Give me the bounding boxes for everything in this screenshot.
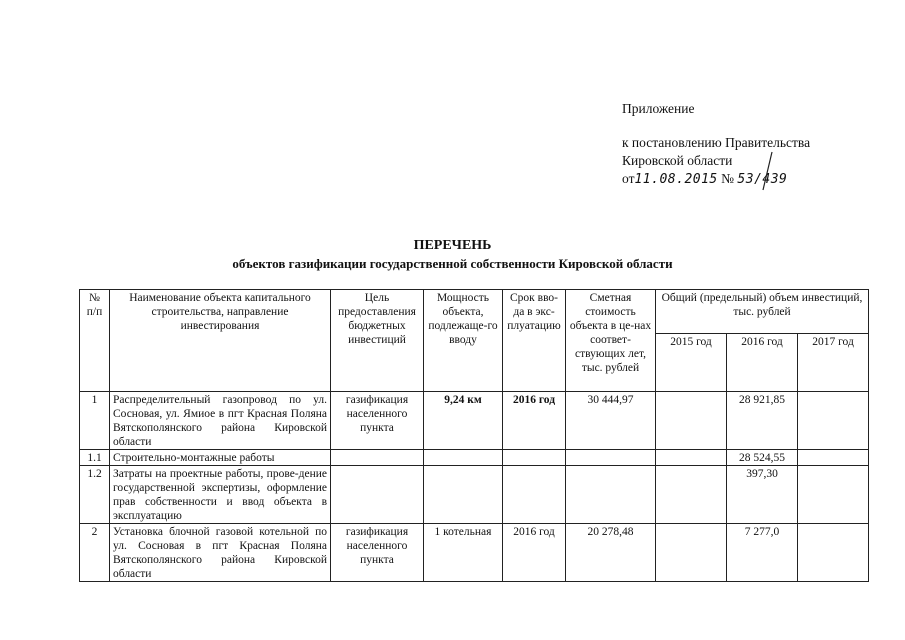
row-name: Установка блочной газовой котельной по ул. Сосновая в пгт Красная Поляна Вятскополянского района Кировской области: [110, 524, 331, 582]
table-row: [80, 450, 869, 466]
row-2017: [798, 450, 869, 466]
row-2015: [656, 450, 727, 466]
handwritten-slash: [760, 150, 774, 192]
investment-table: [79, 289, 869, 582]
header-capacity: Мощность объекта, подлежаще-го вводу: [424, 290, 503, 392]
table-row: [80, 466, 869, 524]
row-goal: газификация населенного пункта: [331, 524, 424, 582]
row-name: Распределительный газопровод по ул. Сосновая, ул. Ямиое в пгт Красная Поляна Вятскополянского района Кировской области: [110, 392, 331, 450]
row-name: Строительно-монтажные работы: [110, 450, 331, 466]
row-2016: 28 524,55: [727, 450, 798, 466]
row-goal: газификация населенного пункта: [331, 392, 424, 450]
row-goal: [331, 466, 424, 524]
decree-line-2: Кировской области: [622, 153, 733, 168]
header-goal: Цель предоставления бюджетных инвестиций: [331, 290, 424, 392]
row-goal: [331, 450, 424, 466]
from-prefix: от: [622, 171, 635, 186]
row-2015: [656, 392, 727, 450]
row-cost: 30 444,97: [566, 392, 656, 450]
row-num: 1.1: [80, 450, 110, 466]
row-2016: 28 921,85: [727, 392, 798, 450]
appendix-label: Приложение: [622, 101, 695, 116]
row-term: 2016 год: [503, 524, 566, 582]
decree-date: 11.08.2015: [634, 172, 718, 187]
row-cost: [566, 450, 656, 466]
row-term: [503, 466, 566, 524]
header-2017: 2017 год: [798, 334, 869, 392]
row-cost: [566, 466, 656, 524]
row-term: [503, 450, 566, 466]
header-num: № п/п: [80, 290, 110, 392]
header-2016: 2016 год: [727, 334, 798, 392]
row-2015: [656, 524, 727, 582]
row-2017: [798, 524, 869, 582]
decree-number-suffix: /439: [754, 172, 788, 187]
table-header-row: [80, 290, 869, 334]
row-name: Затраты на проектные работы, прове-дение государственной экспертизы, оформление прав собственности и ввод объекта в эксплуатацию: [110, 466, 331, 524]
row-capacity: [424, 466, 503, 524]
row-cost: 20 278,48: [566, 524, 656, 582]
row-capacity: 9,24 км: [424, 392, 503, 450]
header-2015: 2015 год: [656, 334, 727, 392]
row-2017: [798, 392, 869, 450]
table-row: [80, 392, 869, 450]
header-cost: Сметная стоимость объекта в це-нах соответ-ствующих лет, тыс. рублей: [566, 290, 656, 392]
header-total: Общий (предельный) объем инвестиций, тыс. рублей: [656, 290, 869, 334]
row-num: 2: [80, 524, 110, 582]
table-row: [80, 524, 869, 582]
row-num: 1: [80, 392, 110, 450]
row-2015: [656, 466, 727, 524]
header-name: Наименование объекта капитального строительства, направление инвестирования: [110, 290, 331, 392]
row-capacity: [424, 450, 503, 466]
row-2016: 397,30: [727, 466, 798, 524]
row-num: 1.2: [80, 466, 110, 524]
document-title: ПЕРЕЧЕНЬ: [413, 238, 492, 253]
row-2016: 7 277,0: [727, 524, 798, 582]
number-sign: №: [721, 171, 735, 186]
row-2017: [798, 466, 869, 524]
decree-line-1: к постановлению Правительства: [622, 135, 811, 150]
row-capacity: 1 котельная: [424, 524, 503, 582]
row-term: 2016 год: [503, 392, 566, 450]
header-term: Срок вво-да в экс-плуатацию: [503, 290, 566, 392]
document-subtitle: объектов газификации государственной собственности Кировской области: [232, 256, 673, 271]
decree-number: 53: [737, 172, 755, 187]
